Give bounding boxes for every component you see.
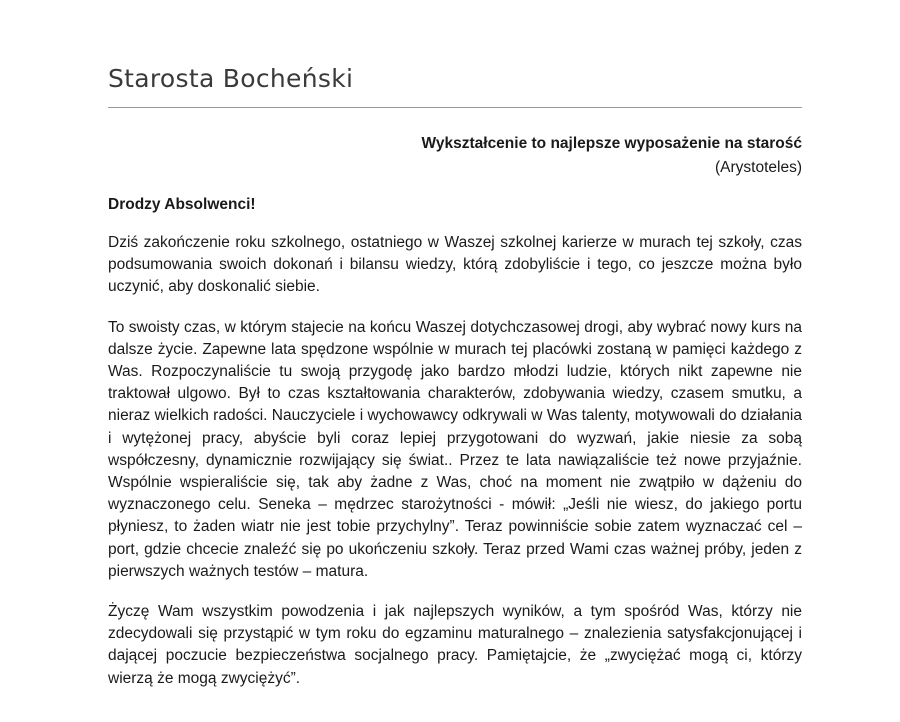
paragraph-2: To swoisty czas, w którym stajecie na końcu Waszej dotychczasowej drogi, aby wybrać nowy kurs na dalsze życie. Zapewne lata spędzone wspólnie w murach tej placówki zostaną w pamięci każdego z Was. Rozpoczynaliście tu swoją przygodę jako bardzo młodzi ludzie, których nikt zapewne nie traktował ulgowo. Był to czas kształtowania charakterów, zdobywania wiedzy, czasem smutku, a nieraz wielkich radości. Nauczyciele i wychowawcy odkrywali w Was talenty, motywowali do działania i wytężonej pracy, abyście byli coraz lepiej przygotowani do wyzwań, jakie niesie za sobą współczesny, dynamicznie rozwijający się świat.. Przez te lata nawiązaliście też nowe przyjaźnie. Wspólnie wspieraliście się, tak aby żadne z Was, choć na moment nie zwątpiło w dążeniu do wyznaczonego celu. Seneka – mędrzec starożytności - mówił: „Jeśli nie wiesz, do jakiego portu płyniesz, to żaden wiatr nie jest tobie przychylny”. Teraz powinniście sobie zatem wyznaczać cel – port, gdzie chcecie znaleźć się po ukończeniu szkoły. Teraz przed Wami czas ważnej próby, jeden z pierwszych ważnych testów – matura. <box>108 318 802 580</box>
letter-greeting: Drodzy Absolwenci! <box>108 196 256 213</box>
motto-author: (Arystoteles) <box>715 159 802 176</box>
letterhead-title: Starosta Bocheński <box>108 64 354 93</box>
letter-body <box>108 232 802 708</box>
paragraph-1: Dziś zakończenie roku szkolnego, ostatniego w Waszej szkolnej karierze w murach tej szkoły, czas podsumowania swoich dokonań i bilansu wiedzy, którą zdobyliście i tego, co jeszcze można było uczynić, aby doskonalić siebie. <box>108 234 802 296</box>
paragraph-3: Życzę Wam wszystkim powodzenia i jak najlepszych wyników, a tym spośród Was, którzy nie zdecydowali się przystąpić w tym roku do egzaminu maturalnego – znalezienia satysfakcjonującej i dającej poczucie bezpieczeństwa socjalnego pracy. Pamiętajcie, że „zwyciężać mogą ci, którzy wierzą że mogą zwyciężyć”. <box>108 603 802 687</box>
motto-quote: Wykształcenie to najlepsze wyposażenie na starość <box>421 135 802 152</box>
letterhead-divider <box>108 107 802 108</box>
motto-block <box>422 132 802 180</box>
